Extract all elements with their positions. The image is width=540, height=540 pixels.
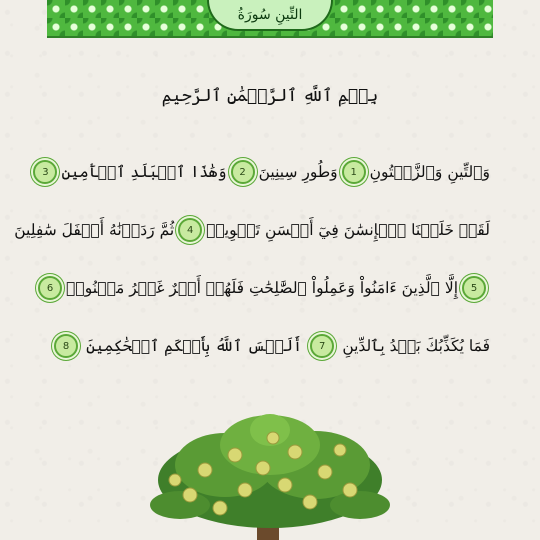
ayah-marker-6: 6: [38, 276, 62, 300]
ayah-marker-7: 7: [310, 334, 334, 358]
ayah-line-2: [14, 218, 490, 242]
ayah-marker-3: 3: [33, 160, 57, 184]
ayah-marker-2: 2: [231, 160, 255, 184]
surah-header-frame: [47, 0, 493, 38]
ayah-text-segment: وَهَٰذَا ٱلۡبَلَدِ ٱلۡأَمِينِ: [61, 163, 227, 181]
ayah-text-segment: فَمَا يُكَذِّبُكَ بَعۡدُ بِٱلدِّينِ: [342, 337, 490, 355]
basmala: بِسۡمِ ٱللَّهِ ٱلرَّحۡمَٰنِ ٱلرَّحِيمِ: [161, 86, 379, 106]
ayah-line-1: [42, 160, 490, 184]
ayah-text: [14, 160, 490, 392]
ayah-text-segment: إِلَّا ٱلَّذِينَ ءَامَنُواْ وَعَمِلُواْ ٱلصَّٰلِحَٰتِ فَلَهُمۡ أَجۡرٌ غَيۡرُ مَمۡنُونٖ: [66, 279, 458, 297]
ayah-marker-4: 4: [178, 218, 202, 242]
ayah-text-segment: ثُمَّ رَدَدۡنَٰهُ أَسۡفَلَ سَٰفِلِينَ: [14, 221, 175, 239]
surah-title: التِّينِ سُورَةُ: [237, 6, 303, 23]
ayah-line-3: [46, 276, 490, 300]
ayah-marker-1: 1: [342, 160, 366, 184]
ayah-text-segment: أَلَيۡسَ ٱللَّهُ بِأَحۡكَمِ ٱلۡحَٰكِمِينَ: [86, 337, 303, 355]
fig-tree-icon: [145, 410, 395, 540]
ayah-text-segment: وَٱلتِّينِ وَٱلزَّيۡتُونِ: [369, 163, 490, 181]
ayah-marker-5: 5: [462, 276, 486, 300]
surah-title-panel: [207, 0, 333, 31]
ayah-marker-8: 8: [54, 334, 78, 358]
ayah-text-segment: لَقَدۡ خَلَقۡنَا ٱلۡإِنسَٰنَ فِيٓ أَحۡسَنِ تَقۡوِيمٖ: [206, 221, 490, 239]
ayah-line-4: [50, 334, 490, 358]
ayah-text-segment: وَطُورِ سِينِينَ: [258, 163, 338, 181]
